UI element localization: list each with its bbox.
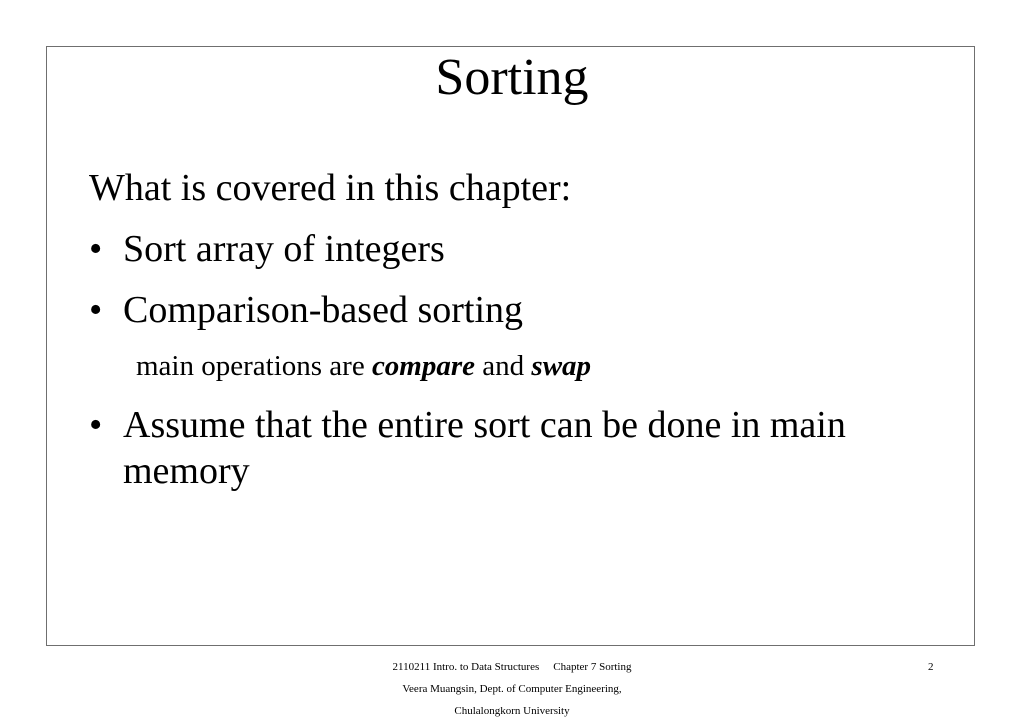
bullet-icon: •: [89, 228, 103, 270]
page-number: 2: [928, 661, 934, 673]
bullet-text: Sort array of integers: [123, 228, 445, 270]
footer-course-line: [300, 656, 724, 678]
bullet-item: [89, 402, 949, 494]
bullet-text: Comparison-based sorting: [123, 289, 524, 331]
slide-title: Sorting: [435, 49, 589, 106]
footer-course: 2110211 Intro. to Data Structures: [392, 661, 540, 673]
sub-point: [136, 349, 591, 384]
footer-chapter: Chapter 7 Sorting: [553, 661, 632, 673]
bullet-icon: •: [89, 404, 103, 446]
bullet-item: [89, 226, 949, 272]
bullet-text: Assume that the entire sort can be done in main memory: [123, 404, 846, 492]
slide-frame: [46, 46, 975, 646]
slide-footer: [300, 656, 724, 722]
bullet-item: [89, 287, 949, 333]
sub-point-term-swap: swap: [531, 350, 592, 382]
footer-author: Veera Muangsin, Dept. of Computer Engineering,: [402, 683, 622, 695]
sub-point-prefix: main operations are: [136, 350, 372, 382]
sub-point-term-compare: compare: [371, 350, 476, 382]
sub-point-middle: and: [475, 350, 532, 382]
footer-institution: Chulalongkorn University: [454, 705, 570, 717]
intro-text: What is covered in this chapter:: [89, 167, 572, 209]
bullet-icon: •: [89, 289, 103, 331]
